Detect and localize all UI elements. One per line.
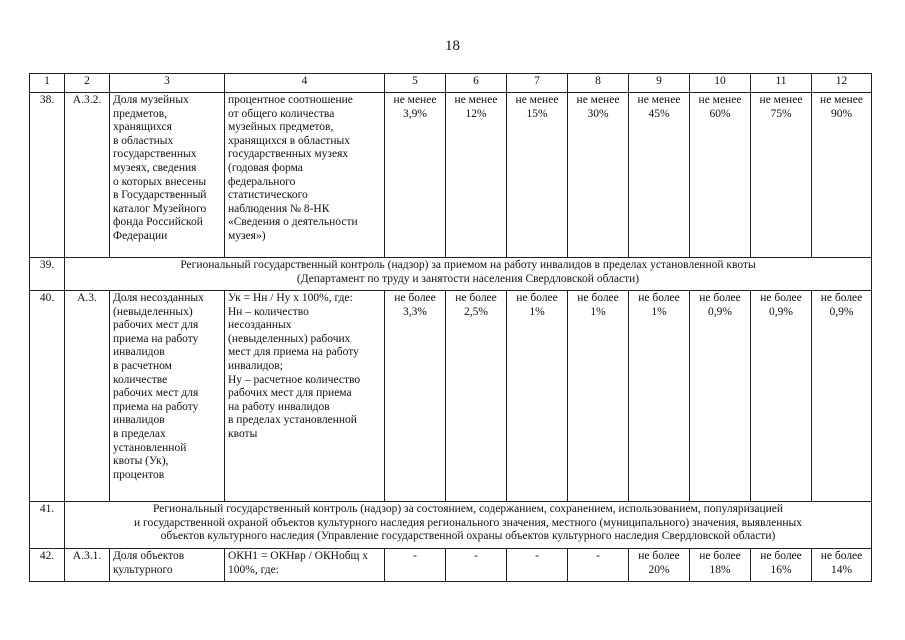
text-line: в Государственный (113, 189, 207, 202)
target-value (507, 93, 568, 258)
section-heading (65, 502, 872, 549)
text-line: не менее (820, 94, 863, 106)
row-number: 39. (30, 258, 65, 291)
row-number: 41. (30, 502, 65, 549)
indicator-name (110, 291, 225, 502)
text-line: фонда Российской (113, 216, 203, 229)
header-cell: 8 (568, 74, 629, 93)
row-number: 38. (30, 93, 65, 258)
text-line: рабочих мест для (113, 319, 199, 332)
text-line: не более (760, 292, 802, 304)
text-line: Доля объектов (113, 550, 185, 562)
header-cell: 12 (812, 74, 872, 93)
target-value (751, 93, 812, 258)
indicator-name (110, 93, 225, 258)
text-line: Доля музейных (113, 94, 189, 106)
target-value (812, 549, 872, 582)
text-line: 3,3% (403, 305, 427, 318)
calculation-method (225, 93, 385, 258)
text-line: не более (455, 292, 497, 304)
text-line: 2,5% (464, 305, 488, 318)
text-line: 45% (648, 107, 670, 120)
text-line: 1% (590, 305, 606, 318)
text-line: - (596, 550, 600, 562)
text-line: хранящихся (113, 121, 172, 134)
target-value (446, 549, 507, 582)
text-line: Доля несозданных (113, 292, 204, 304)
text-line: не более (820, 550, 863, 562)
text-line: 30% (587, 107, 609, 120)
table-row (30, 291, 872, 502)
page-number: 18 (445, 38, 460, 54)
text-line: в пределах (113, 427, 166, 440)
header-cell: 4 (225, 74, 385, 93)
text-line: от общего количества (228, 107, 335, 120)
text-line: федерального (228, 175, 296, 188)
text-line: 1% (651, 305, 667, 318)
section-heading (65, 258, 872, 291)
text-line: (Департамент по труду и занятости населения Свердловской области) (296, 272, 640, 285)
text-line: не более (699, 292, 741, 304)
text-line: 14% (830, 563, 853, 576)
text-line: и государственной охраной объектов культурного наследия регионального значения, местного (муниципального) значения, выявленных (133, 516, 803, 529)
text-line: квоты (228, 427, 258, 440)
text-line: не менее (698, 94, 742, 106)
text-line: процентов (113, 468, 165, 481)
text-line: Региональный государственный контроль (надзор) за состоянием, содержанием, сохранением, использованием, популяризацией (152, 503, 784, 515)
text-line: музейных предметов, (228, 121, 334, 134)
table-row (30, 549, 872, 582)
text-line: не менее (637, 94, 681, 106)
target-value (690, 549, 751, 582)
indicator-code: А.3.1. (65, 549, 110, 582)
row-number: 42. (30, 549, 65, 582)
text-line: - (474, 550, 478, 562)
text-line: 0,9% (829, 305, 854, 318)
target-value (568, 93, 629, 258)
text-line: не более (638, 550, 680, 562)
target-value (507, 291, 568, 502)
text-line: культурного (113, 563, 173, 576)
text-line: наблюдения № 8-НК (228, 202, 330, 215)
text-line: в областных (113, 134, 174, 147)
text-line: инвалидов (113, 346, 165, 359)
target-value (568, 291, 629, 502)
text-line: инвалидов (113, 414, 165, 427)
text-line: (годовая форма (228, 161, 303, 174)
text-line: рабочих мест для (113, 387, 199, 400)
text-line: не менее (393, 94, 437, 106)
text-line: квоты (Ук), (113, 455, 169, 468)
table-row (30, 93, 872, 258)
target-value (690, 291, 751, 502)
header-cell: 9 (629, 74, 690, 93)
text-line: каталог Музейного (113, 202, 207, 215)
header-cell: 6 (446, 74, 507, 93)
header-cell: 10 (690, 74, 751, 93)
text-line: (невыделенных) рабочих (228, 332, 351, 345)
target-value (812, 291, 872, 502)
text-line: не менее (759, 94, 803, 106)
text-line: не менее (454, 94, 498, 106)
text-line: музеях, сведения (113, 161, 197, 174)
target-value (446, 93, 507, 258)
text-line: (невыделенных) (113, 305, 193, 318)
row-number: 40. (30, 291, 65, 502)
indicator-name (110, 549, 225, 582)
target-value (385, 291, 446, 502)
text-line: мест для приема на работу (228, 346, 359, 359)
text-line: государственных музеях (228, 148, 349, 161)
target-value (690, 93, 751, 258)
text-line: государственных (113, 148, 197, 161)
target-value (812, 93, 872, 258)
text-line: процентное соотношение (228, 94, 353, 106)
indicator-code: А.3. (65, 291, 110, 502)
text-line: не менее (515, 94, 559, 106)
target-value (751, 291, 812, 502)
text-line: 90% (830, 107, 853, 120)
text-line: Нн – количество (228, 305, 309, 318)
text-line: хранящихся в областных (228, 134, 350, 147)
text-line: не более (760, 550, 802, 562)
text-line: 3,9% (403, 107, 427, 120)
text-line: не более (699, 550, 741, 562)
target-value (751, 549, 812, 582)
text-line: в расчетном (113, 359, 172, 372)
table-header-row (30, 74, 872, 93)
text-line: «Сведения о деятельности (228, 216, 358, 229)
text-line: Федерации (113, 229, 168, 242)
text-line: ОКН1 = ОКНвр / ОКНобщ х (228, 550, 369, 562)
target-value (507, 549, 568, 582)
table-row (30, 258, 872, 291)
text-line: 60% (709, 107, 731, 120)
header-cell: 5 (385, 74, 446, 93)
calculation-method (225, 291, 385, 502)
text-line: - (413, 550, 417, 562)
text-line: - (535, 550, 539, 562)
text-line: 100%, где: (228, 563, 279, 576)
text-line: рабочих мест для приема (228, 387, 352, 400)
text-line: 20% (648, 563, 670, 576)
text-line: Ук = Нн / Ну х 100%, где: (228, 292, 353, 304)
target-value (629, 291, 690, 502)
text-line: 0,9% (769, 305, 793, 318)
text-line: Региональный государственный контроль (надзор) за приемом на работу инвалидов в пределах установленной квоты (180, 259, 756, 271)
text-line: на работу инвалидов (228, 400, 330, 413)
table-row (30, 502, 872, 549)
header-cell: 1 (30, 74, 65, 93)
target-value (568, 549, 629, 582)
header-cell: 7 (507, 74, 568, 93)
text-line: музея») (228, 229, 266, 242)
calculation-method (225, 549, 385, 582)
text-line: 18% (709, 563, 731, 576)
text-line: не более (516, 292, 558, 304)
text-line: статистического (228, 189, 308, 202)
indicator-code: А.3.2. (65, 93, 110, 258)
header-cell: 3 (110, 74, 225, 93)
text-line: не менее (576, 94, 620, 106)
text-line: объектов культурного наследия (Управление государственной охраны объектов культурного наследия Свердловской области) (160, 530, 776, 543)
text-line: в пределах установленной (228, 414, 357, 427)
text-line: 75% (770, 107, 792, 120)
text-line: 12% (465, 107, 487, 120)
text-line: несозданных (228, 319, 292, 332)
text-line: установленной (113, 441, 187, 454)
text-line: 1% (529, 305, 545, 318)
text-line: приема на работу (113, 400, 199, 413)
text-line: не более (394, 292, 436, 304)
indicators-table (29, 73, 872, 582)
text-line: не более (577, 292, 619, 304)
text-line: о которых внесены (113, 175, 207, 188)
text-line: инвалидов; (228, 359, 283, 372)
text-line: 16% (770, 563, 792, 576)
text-line: Ну – расчетное количество (228, 373, 361, 386)
target-value (446, 291, 507, 502)
text-line: 15% (526, 107, 548, 120)
text-line: не более (638, 292, 680, 304)
text-line: 0,9% (708, 305, 732, 318)
target-value (385, 93, 446, 258)
target-value (629, 93, 690, 258)
text-line: приема на работу (113, 332, 199, 345)
target-value (385, 549, 446, 582)
text-line: предметов, (113, 107, 168, 120)
text-line: не более (820, 292, 863, 304)
header-cell: 2 (65, 74, 110, 93)
target-value (629, 549, 690, 582)
header-cell: 11 (751, 74, 812, 93)
text-line: количестве (113, 373, 168, 386)
